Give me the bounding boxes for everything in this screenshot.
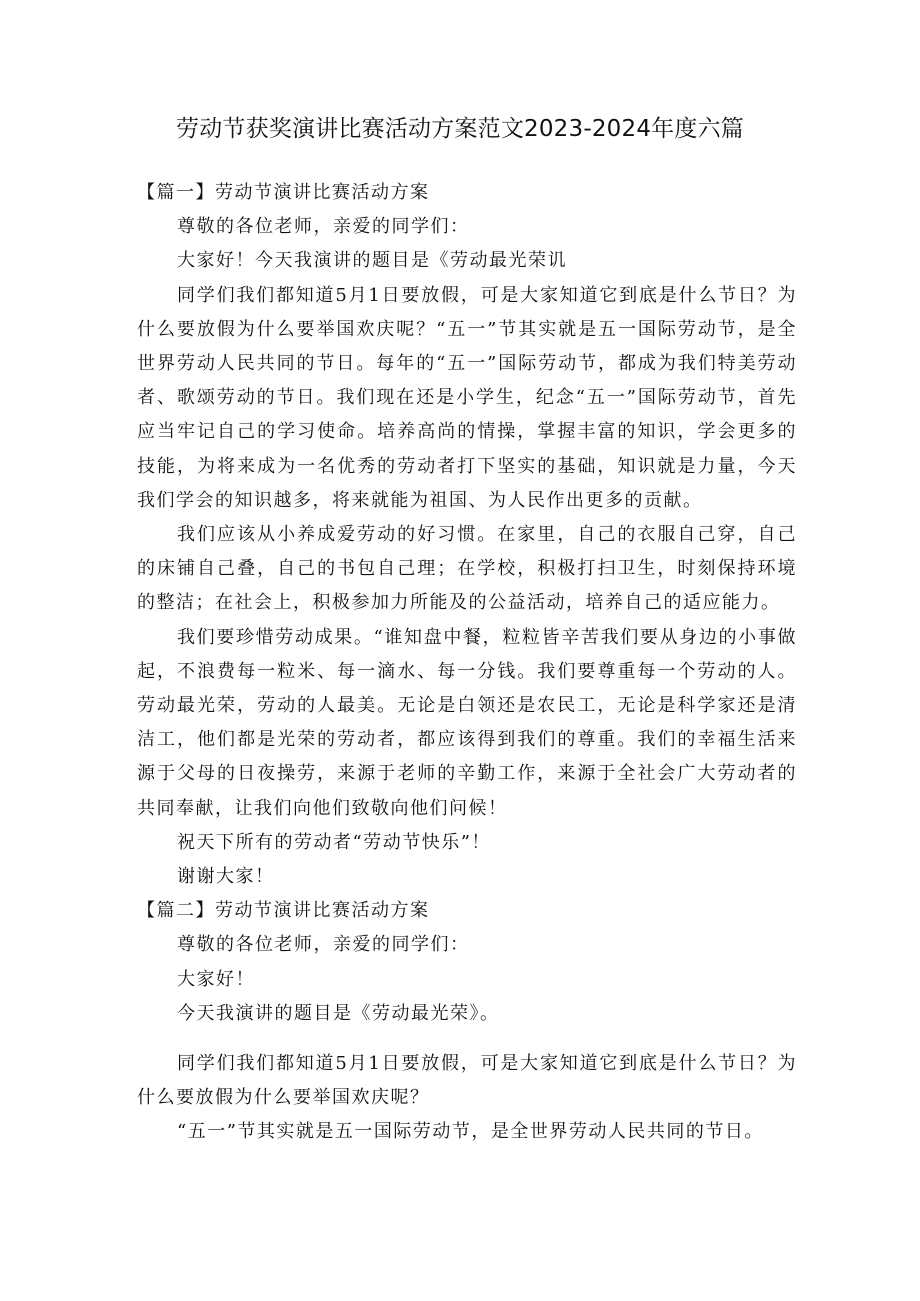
wish-part1: 祝天下所有的劳动者“劳动节快乐”！ <box>177 831 491 853</box>
document-body <box>137 176 797 1150</box>
paragraph-part1-2: 我们应该从小养成爱劳动的好习惯。在家里，自己的衣服自己穿，自己的床铺自己叠，自己的书包自己理；在学校，积极打扫卫生，时刻保持环境的整洁；在社会上，积极参加力所能及的公益活动，培养自己的适应能力。 <box>137 524 797 614</box>
paragraph-part2-1: 同学们我们都知道5月1日要放假，可是大家知道它到底是什么节日？为什么要放假为什么要举国欢庆呢？ <box>137 1053 797 1109</box>
thanks-part1: 谢谢大家！ <box>177 866 275 888</box>
paragraph-part2-2: “五一”节其实就是五一国际劳动节，是全世界劳动人民共同的节日。 <box>177 1121 764 1143</box>
topic-part2: 今天我演讲的题目是《劳动最光荣》。 <box>177 1002 500 1024</box>
paragraph-part1-3: 我们要珍惜劳动成果。“谁知盘中餐，粒粒皆辛苦我们要从身边的小事做起，不浪费每一粒米、每一滴水、每一分钱。我们要尊重每一个劳动的人。劳动最光荣，劳动的人最美。无论是白领还是农民工，无论是科学家还是清洁工，他们都是光荣的劳动者，都应该得到我们的尊重。我们的幸福生活来源于父母的日夜操劳，来源于老师的辛勤工作，来源于全社会广大劳动者的共同奉献，让我们向他们致敬向他们问候！ <box>137 626 797 819</box>
document-title: 劳动节获奖演讲比赛活动方案范文2023-2024年度六篇 <box>176 116 744 142</box>
hello-part2: 大家好！ <box>177 968 255 990</box>
paragraph-gap <box>137 1031 797 1047</box>
section-heading-part1: 【篇一】劳动节演讲比赛活动方案 <box>137 182 430 203</box>
intro-part1: 大家好！今天我演讲的题目是《劳动最光荣讥 <box>177 250 567 272</box>
paragraph-part1-1: 同学们我们都知道5月1日要放假，可是大家知道它到底是什么节日？为什么要放假为什么要举国欢庆呢？“五一”节其实就是五一国际劳动节，是全世界劳动人民共同的节日。每年的“五一”国际劳动节，都成为我们特美劳动者、歌颂劳动的节日。我们现在还是小学生，纪念“五一”国际劳动节，首先应当牢记自己的学习使命。培养高尚的情操，掌握丰富的知识，学会更多的技能，为将来成为一名优秀的劳动者打下坚实的基础，知识就是力量，今天我们学会的知识越多，将来就能为祖国、为人民作出更多的贡献。 <box>137 284 797 511</box>
greeting-part2: 尊敬的各位老师，亲爱的同学们： <box>177 934 470 956</box>
section-heading-part2: 【篇二】劳动节演讲比赛活动方案 <box>137 900 430 922</box>
greeting-part1: 尊敬的各位老师，亲爱的同学们： <box>177 216 470 238</box>
